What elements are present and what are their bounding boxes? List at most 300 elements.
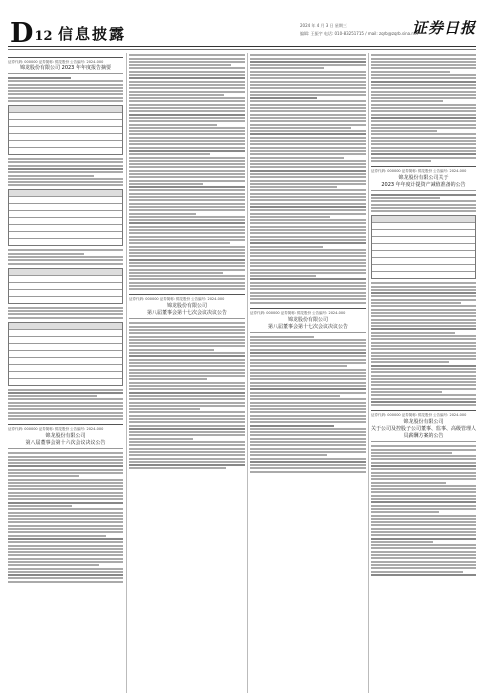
text-line bbox=[371, 100, 443, 102]
text-line bbox=[8, 581, 123, 583]
text-line bbox=[371, 282, 476, 284]
text-line bbox=[250, 216, 330, 218]
text-line bbox=[371, 309, 476, 311]
text-line bbox=[129, 137, 245, 139]
text-line bbox=[129, 143, 245, 145]
text-line bbox=[250, 84, 366, 86]
text-block bbox=[8, 389, 123, 421]
text-line bbox=[250, 398, 366, 400]
text-line bbox=[129, 222, 245, 224]
text-line bbox=[250, 408, 366, 410]
text-line bbox=[129, 186, 245, 188]
text-line bbox=[129, 183, 203, 185]
text-line bbox=[371, 54, 476, 56]
notice-rule bbox=[371, 190, 476, 191]
text-line bbox=[250, 295, 366, 297]
text-block bbox=[371, 445, 476, 576]
text-line bbox=[371, 147, 476, 149]
text-line bbox=[250, 402, 366, 404]
text-line bbox=[371, 567, 476, 569]
notice-rule bbox=[129, 318, 245, 319]
text-line bbox=[250, 285, 366, 287]
text-line bbox=[371, 299, 476, 301]
text-line bbox=[250, 298, 366, 300]
text-line bbox=[371, 322, 476, 324]
text-line bbox=[250, 352, 366, 354]
text-line bbox=[129, 255, 245, 257]
text-line bbox=[250, 275, 316, 277]
text-line bbox=[129, 193, 245, 195]
text-line bbox=[371, 472, 476, 474]
text-line bbox=[8, 521, 123, 523]
page-letter: D bbox=[10, 18, 34, 49]
text-line bbox=[129, 252, 245, 254]
text-line bbox=[250, 87, 366, 89]
text-line bbox=[371, 315, 476, 317]
table-row bbox=[9, 239, 122, 245]
text-block bbox=[8, 452, 123, 583]
table-row bbox=[9, 344, 122, 351]
text-line bbox=[371, 348, 476, 350]
text-line bbox=[8, 548, 123, 550]
text-line bbox=[371, 518, 476, 520]
column-1 bbox=[8, 53, 123, 693]
text-line bbox=[8, 249, 123, 251]
text-line bbox=[129, 100, 245, 102]
text-line bbox=[8, 263, 123, 265]
notice bbox=[371, 166, 476, 191]
text-line bbox=[8, 469, 123, 471]
table-row bbox=[9, 337, 122, 344]
text-line bbox=[371, 574, 476, 576]
text-line bbox=[250, 127, 351, 129]
text-line bbox=[129, 421, 245, 423]
text-line bbox=[371, 71, 450, 73]
table-row bbox=[372, 251, 475, 258]
text-line bbox=[250, 160, 366, 162]
text-line bbox=[8, 158, 123, 160]
text-line bbox=[8, 512, 123, 514]
text-line bbox=[371, 391, 442, 393]
text-line bbox=[371, 94, 476, 96]
text-line bbox=[371, 157, 476, 159]
text-line bbox=[129, 157, 245, 159]
text-line bbox=[8, 528, 123, 530]
text-line bbox=[129, 345, 245, 347]
text-line bbox=[129, 402, 245, 404]
text-line bbox=[129, 166, 245, 168]
table-row bbox=[372, 216, 475, 223]
text-line bbox=[129, 114, 245, 116]
text-line bbox=[129, 438, 193, 440]
text-line bbox=[371, 328, 476, 330]
text-line bbox=[250, 272, 366, 274]
text-line bbox=[250, 418, 366, 420]
text-line bbox=[129, 107, 245, 109]
text-line bbox=[371, 384, 476, 386]
text-line bbox=[250, 458, 366, 460]
text-line bbox=[371, 361, 449, 363]
text-line bbox=[129, 431, 245, 433]
text-line bbox=[371, 528, 476, 530]
text-line bbox=[250, 428, 366, 430]
text-line bbox=[371, 465, 476, 467]
text-line bbox=[8, 561, 123, 563]
text-line bbox=[371, 401, 476, 403]
text-line bbox=[129, 64, 231, 66]
text-line bbox=[129, 329, 245, 331]
text-line bbox=[8, 398, 123, 400]
text-line bbox=[250, 232, 366, 234]
text-line bbox=[129, 352, 245, 354]
table-row bbox=[9, 276, 122, 283]
text-line bbox=[8, 574, 123, 576]
text-block bbox=[371, 282, 476, 406]
text-line bbox=[129, 216, 245, 218]
text-line bbox=[8, 405, 123, 407]
text-line bbox=[250, 54, 366, 56]
text-line bbox=[250, 444, 366, 446]
text-line bbox=[129, 444, 245, 446]
text-line bbox=[371, 508, 476, 510]
text-line bbox=[129, 464, 245, 466]
text-line bbox=[371, 302, 461, 304]
text-line bbox=[371, 547, 476, 549]
text-line bbox=[129, 365, 245, 367]
date-line: 2024 年 4 月 3 日 星期三 bbox=[300, 23, 347, 28]
text-line bbox=[250, 91, 366, 93]
text-line bbox=[129, 150, 245, 152]
text-line bbox=[250, 61, 366, 63]
text-line bbox=[371, 77, 476, 79]
text-line bbox=[371, 475, 476, 477]
text-line bbox=[129, 405, 245, 407]
text-line bbox=[371, 81, 476, 83]
text-line bbox=[129, 359, 245, 361]
text-line bbox=[129, 418, 245, 420]
text-line bbox=[129, 378, 207, 380]
text-line bbox=[371, 153, 476, 155]
text-line bbox=[8, 389, 123, 391]
text-line bbox=[129, 385, 245, 387]
text-line bbox=[8, 545, 123, 547]
header-rule-thin bbox=[8, 49, 476, 50]
text-line bbox=[8, 418, 123, 420]
text-line bbox=[371, 97, 476, 99]
table-row bbox=[9, 232, 122, 239]
section-title: 信息披露 bbox=[58, 25, 127, 43]
notice-code-line: 证券代码: 000000 证券简称: 锦龙股份 公告编号: 2024-000 bbox=[250, 310, 346, 315]
text-line bbox=[371, 338, 476, 340]
text-line bbox=[371, 137, 476, 139]
text-line bbox=[250, 425, 334, 427]
text-line bbox=[129, 209, 245, 211]
text-line bbox=[8, 485, 123, 487]
text-line bbox=[371, 332, 455, 334]
text-line bbox=[129, 226, 245, 228]
text-block bbox=[8, 307, 123, 319]
text-line bbox=[250, 166, 366, 168]
text-line bbox=[371, 305, 476, 307]
text-line bbox=[371, 501, 476, 503]
text-line bbox=[129, 392, 245, 394]
text-line bbox=[129, 388, 245, 390]
text-line bbox=[250, 100, 366, 102]
text-line bbox=[8, 495, 123, 497]
text-line bbox=[8, 100, 123, 102]
text-line bbox=[371, 468, 476, 470]
text-line bbox=[8, 178, 123, 180]
text-line bbox=[8, 161, 123, 163]
text-line bbox=[250, 114, 366, 116]
data-table bbox=[8, 189, 123, 246]
text-line bbox=[8, 93, 123, 95]
text-line bbox=[371, 452, 452, 454]
notice-company: 锦龙股份有限公司 bbox=[403, 419, 444, 426]
notice-title: 第八届董事会第十六次会议决议公告 bbox=[25, 440, 106, 447]
text-line bbox=[250, 196, 366, 198]
text-line bbox=[129, 87, 245, 89]
column-2 bbox=[129, 53, 245, 693]
text-line bbox=[8, 479, 123, 481]
text-line bbox=[250, 74, 366, 76]
text-line bbox=[250, 415, 366, 417]
text-line bbox=[250, 349, 366, 351]
text-line bbox=[250, 130, 366, 132]
text-line bbox=[129, 461, 245, 463]
text-line bbox=[129, 272, 223, 274]
text-line bbox=[371, 58, 476, 60]
text-line bbox=[8, 571, 123, 573]
text-line bbox=[250, 203, 366, 205]
text-line bbox=[129, 262, 245, 264]
text-line bbox=[371, 91, 476, 93]
text-line bbox=[250, 464, 366, 466]
text-line bbox=[250, 117, 366, 119]
text-line bbox=[129, 246, 245, 248]
table-row bbox=[9, 120, 122, 127]
table-row bbox=[372, 258, 475, 265]
text-line bbox=[250, 461, 366, 463]
text-line bbox=[129, 163, 245, 165]
notice-title: 关于公司及控股子公司董事、监事、高级管理人员薪酬方案的公告 bbox=[371, 426, 476, 440]
notice-code-line: 证券代码: 000000 证券简称: 锦龙股份 公告编号: 2024-000 bbox=[129, 297, 225, 302]
text-line bbox=[250, 438, 366, 440]
notice-rule bbox=[371, 441, 476, 442]
text-line bbox=[129, 332, 245, 334]
notice-company: 锦龙股份有限公司 bbox=[45, 433, 86, 440]
text-line bbox=[8, 475, 79, 477]
text-line bbox=[371, 445, 476, 447]
text-line bbox=[371, 455, 476, 457]
text-line bbox=[371, 150, 476, 152]
notice-company: 锦龙股份有限公司关于 bbox=[398, 174, 449, 181]
text-line bbox=[250, 471, 366, 473]
table-row bbox=[9, 134, 122, 141]
text-line bbox=[250, 448, 366, 450]
text-line bbox=[250, 226, 366, 228]
text-line bbox=[250, 64, 366, 66]
text-line bbox=[8, 392, 123, 394]
text-line bbox=[250, 302, 366, 304]
text-line bbox=[371, 368, 476, 370]
text-line bbox=[371, 371, 476, 373]
text-line bbox=[371, 207, 476, 209]
text-line bbox=[371, 375, 476, 377]
text-line bbox=[8, 310, 123, 312]
text-line bbox=[129, 451, 245, 453]
notice bbox=[8, 424, 123, 449]
text-line bbox=[8, 558, 123, 560]
text-line bbox=[129, 124, 217, 126]
table-row bbox=[9, 283, 122, 290]
text-line bbox=[250, 282, 366, 284]
text-line bbox=[129, 74, 245, 76]
text-line bbox=[250, 170, 366, 172]
table-row bbox=[9, 218, 122, 225]
text-line bbox=[371, 498, 476, 500]
text-line bbox=[129, 206, 245, 208]
text-line bbox=[250, 382, 366, 384]
text-line bbox=[129, 369, 245, 371]
text-line bbox=[129, 77, 245, 79]
text-line bbox=[250, 249, 366, 251]
text-line bbox=[250, 255, 366, 257]
text-line bbox=[371, 515, 476, 517]
text-line bbox=[8, 541, 123, 543]
text-line bbox=[250, 107, 366, 109]
text-line bbox=[129, 120, 245, 122]
text-line bbox=[250, 345, 366, 347]
text-line bbox=[250, 189, 366, 191]
text-line bbox=[250, 259, 366, 261]
text-line bbox=[8, 253, 84, 255]
text-line bbox=[129, 127, 245, 129]
text-line bbox=[129, 140, 245, 142]
text-line bbox=[129, 458, 245, 460]
text-line bbox=[250, 186, 337, 188]
text-line bbox=[371, 286, 476, 288]
page-code bbox=[10, 18, 53, 49]
text-line bbox=[371, 449, 476, 451]
text-line bbox=[250, 222, 366, 224]
text-line bbox=[371, 564, 476, 566]
text-line bbox=[129, 229, 245, 231]
text-line bbox=[250, 246, 323, 248]
text-line bbox=[371, 292, 476, 294]
text-block bbox=[8, 77, 123, 102]
table-row bbox=[9, 379, 122, 385]
data-table bbox=[8, 322, 123, 386]
text-line bbox=[250, 372, 366, 374]
text-line bbox=[129, 288, 245, 290]
text-line bbox=[371, 295, 476, 297]
text-line bbox=[250, 369, 366, 371]
text-line bbox=[371, 478, 476, 480]
text-line bbox=[129, 58, 245, 60]
text-line bbox=[250, 58, 366, 60]
text-line bbox=[371, 355, 476, 357]
text-line bbox=[8, 498, 123, 500]
text-line bbox=[8, 472, 123, 474]
text-line bbox=[371, 335, 476, 337]
column-divider bbox=[126, 53, 127, 693]
table-row bbox=[372, 223, 475, 230]
text-line bbox=[371, 120, 476, 122]
text-line bbox=[129, 285, 245, 287]
text-line bbox=[250, 180, 366, 182]
text-line bbox=[129, 282, 245, 284]
text-line bbox=[8, 482, 123, 484]
text-line bbox=[8, 256, 123, 258]
text-line bbox=[8, 554, 123, 556]
column-divider bbox=[247, 53, 248, 693]
text-line bbox=[8, 488, 123, 490]
notice-rule bbox=[8, 73, 123, 74]
text-line bbox=[250, 375, 366, 377]
notice bbox=[250, 308, 366, 333]
text-line bbox=[371, 64, 476, 66]
text-line bbox=[129, 242, 230, 244]
text-line bbox=[129, 67, 245, 69]
text-line bbox=[250, 454, 327, 456]
text-line bbox=[8, 531, 123, 533]
table-row bbox=[9, 113, 122, 120]
table-row bbox=[9, 269, 122, 276]
text-line bbox=[129, 232, 245, 234]
notice bbox=[129, 294, 245, 319]
text-line bbox=[8, 551, 123, 553]
text-line bbox=[250, 288, 366, 290]
text-line bbox=[250, 173, 366, 175]
text-line bbox=[250, 236, 366, 238]
text-line bbox=[371, 365, 476, 367]
publication-info bbox=[300, 22, 418, 38]
text-line bbox=[129, 94, 224, 96]
text-line bbox=[371, 104, 476, 106]
text-line bbox=[371, 381, 476, 383]
text-line bbox=[250, 269, 366, 271]
notice-code-line: 证券代码: 000000 证券简称: 锦龙股份 公告编号: 2024-000 bbox=[8, 427, 104, 432]
text-line bbox=[129, 454, 245, 456]
text-line bbox=[129, 173, 245, 175]
text-line bbox=[371, 133, 476, 135]
text-line bbox=[8, 97, 123, 99]
text-line bbox=[129, 322, 245, 324]
text-line bbox=[250, 362, 366, 364]
text-line bbox=[8, 452, 123, 454]
text-line bbox=[129, 97, 245, 99]
text-block bbox=[250, 336, 366, 473]
text-line bbox=[250, 71, 366, 73]
text-line bbox=[8, 184, 123, 186]
text-line bbox=[129, 196, 245, 198]
text-line bbox=[129, 398, 245, 400]
text-line bbox=[371, 312, 476, 314]
notice-title: 2023 年年度计提资产减值准备的公告 bbox=[381, 181, 466, 188]
text-line bbox=[250, 339, 366, 341]
text-line bbox=[371, 462, 476, 464]
text-line bbox=[129, 326, 245, 328]
text-line bbox=[250, 292, 366, 294]
text-line bbox=[371, 342, 476, 344]
text-line bbox=[8, 87, 123, 89]
text-line bbox=[129, 54, 245, 56]
text-line bbox=[129, 249, 245, 251]
text-line bbox=[8, 317, 123, 319]
text-line bbox=[250, 262, 366, 264]
contact-line: 编辑: 王振宇 电话: 010-83251715 / mail: zqrb@zqrb.sina.net bbox=[300, 31, 418, 36]
